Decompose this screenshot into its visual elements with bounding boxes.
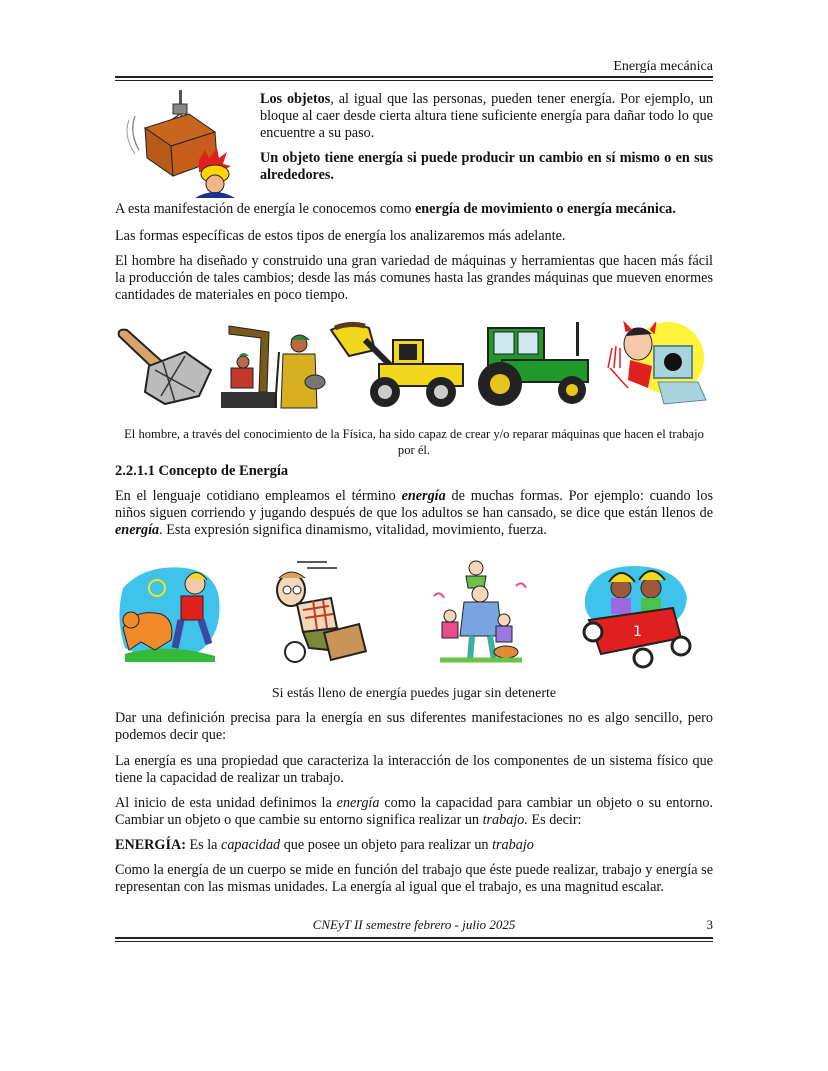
concept-text-a: En el lenguaje cotidiano empleamos el término [115,488,402,504]
header-rule [115,76,713,81]
intro-statement: Un objeto tiene energía si puede producir un cambio en sí mismo o en sus alrededores. [260,150,713,183]
machines-paragraph: El hombre ha diseñado y construido una gran variedad de máquinas y herramientas que hacen más fácil la producción de tales cambios; desde las más comunes hasta las grandes máquinas que mueven enormes cantidades de materiales en poco tiempo. [115,253,713,303]
falling-block-illustration [123,88,243,198]
unit-def-text-a: Al inicio de esta unidad definimos la [115,795,337,811]
definition-paragraph: La energía es una propiedad que caracteriza la interacción de los componentes de un sistema físico que tiene la capacidad de realizar un trabajo. [115,753,713,786]
unit-definition-paragraph [115,795,713,829]
page-number: 3 [706,917,713,932]
family-playing-illustration [430,556,530,668]
manifestation-paragraph [115,201,713,218]
energy-definition [115,837,713,854]
units-paragraph: Como la energía de un cuerpo se mide en función del trabajo que éste puede realizar, trabajo y energía se representan con las mismas unidades. La energía al igual que el trabajo, es una magnitud escalar. [115,862,713,895]
tractor-illustration [472,320,592,408]
intro-paragraph [260,91,713,142]
energy-def-emphasis-1: capacidad [221,837,281,853]
figure1-caption: El hombre, a través del conocimiento de la Física, ha sido capaz de crear y/o reparar máquinas que hacen el trabajo por él. [124,427,704,457]
concept-text-c: . Esta expresión significa dinamismo, vitalidad, movimiento, fuerza. [159,522,547,538]
concept-text-b: de muchas formas. Por ejemplo: cuando los niños siguen corriendo y jugando después de que los adultos se han cansado, se dice que están llenos de [115,488,713,521]
energy-def-emphasis-2: trabajo [492,837,534,853]
concept-paragraph [115,488,713,539]
intro-bold: Los objetos [260,91,331,107]
definition-intro-paragraph: Dar una definición precisa para la energía en sus diferentes manifestaciones no es algo sencillo, pero podemos decir que: [115,710,713,743]
energy-def-text-b: que posee un objeto para realizar un [280,837,493,853]
energy-def-text-a: Es la [185,837,222,853]
unit-def-text-c: Es decir: [527,812,582,828]
unit-def-emphasis-1: energía [336,795,380,811]
manifestation-bold: energía de movimiento o energía mecánica. [414,201,676,217]
wheel-loader-illustration [329,320,465,408]
concept-emphasis-1: energía [401,488,446,504]
boy-cat-running-illustration [115,558,225,668]
stone-hammer-illustration [115,322,215,407]
forms-paragraph: Las formas específicas de estos tipos de energía los analizaremos más adelante. [115,228,566,244]
manifestation-text: A esta manifestación de energía le conocemos como [115,201,415,217]
footer-text: CNEyT II semestre febrero - julio 2025 [312,917,516,932]
unit-def-emphasis-2: trabajo. [482,812,528,828]
kids-go-kart-illustration [581,558,693,670]
intro-text: , al igual que las personas, pueden tener energía. Por ejemplo, un bloque al caer desde cierta altura tiene suficiente energía para dañar todo lo que encuentre a su paso. [260,91,713,141]
miners-illustration [219,322,329,410]
svg-text:1: 1 [633,624,642,640]
unit-def-text-b: como la capacidad para cambiar un objeto o su entorno. Cambiar un objeto o que cambie su entorno significa realizar un [115,795,714,828]
footer-rule [115,937,713,942]
energy-definition-term: ENERGÍA: [115,837,186,853]
figure2-caption: Si estás lleno de energía puedes jugar sin detenerte [271,686,557,701]
running-header: Energía mecánica [613,59,713,74]
devil-computer-illustration [602,318,710,410]
man-briefcase-running-illustration [267,556,377,668]
concept-emphasis-2: energía [115,522,160,538]
section-heading: 2.2.1.1 Concepto de Energía [115,463,289,479]
